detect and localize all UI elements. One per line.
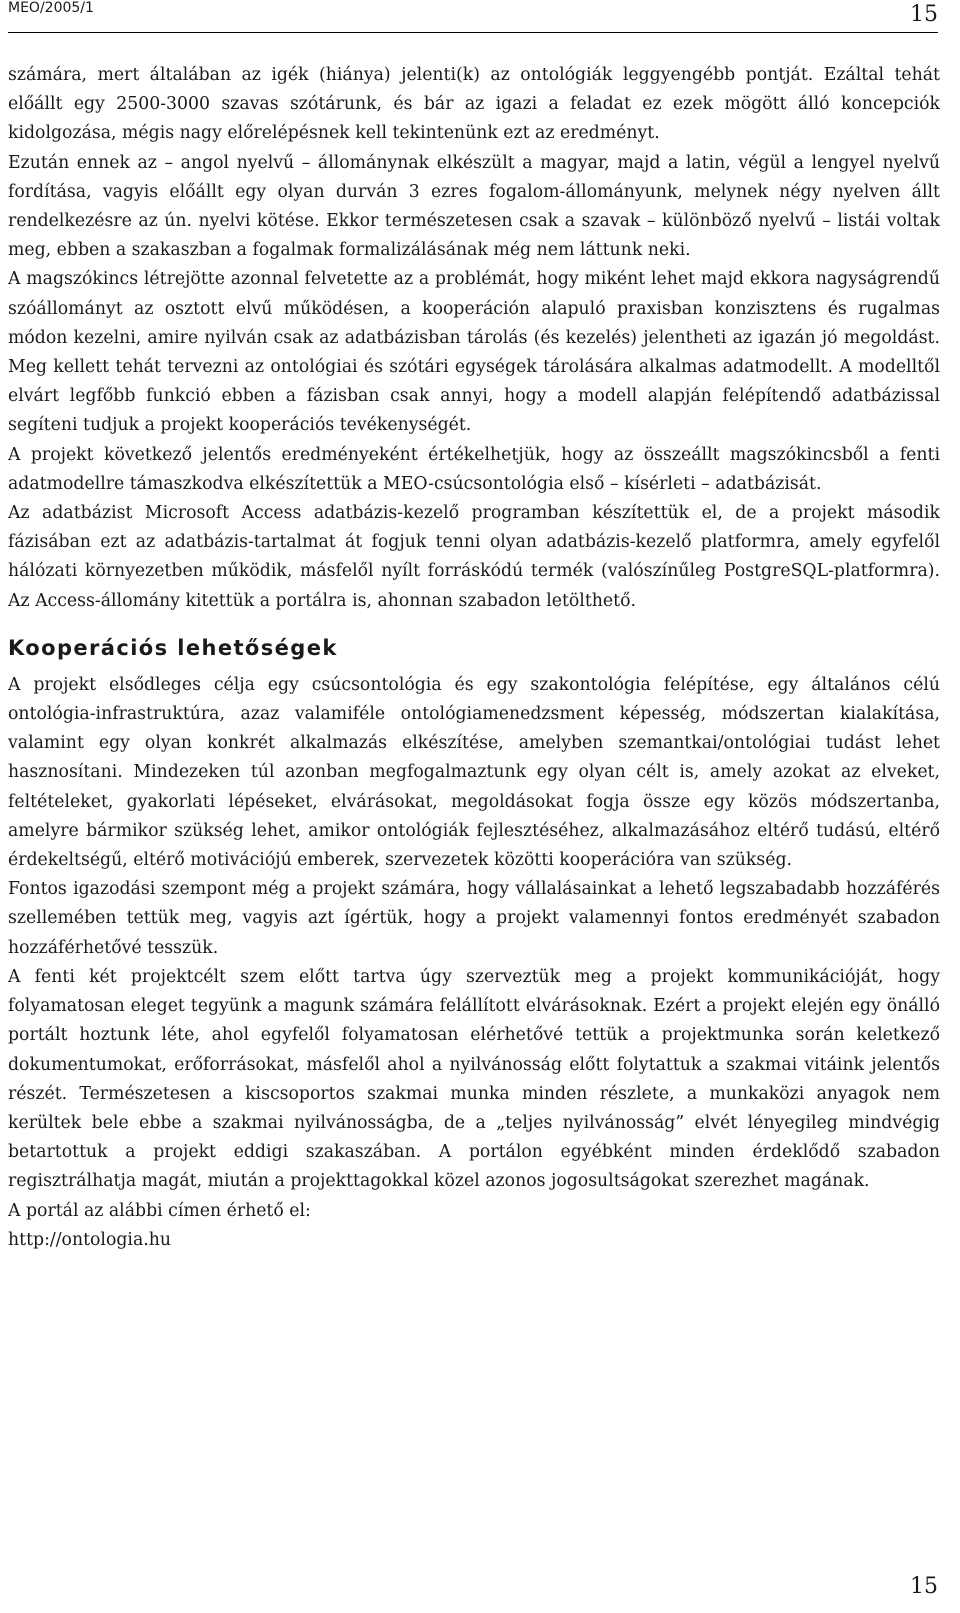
portal-url: http://ontologia.hu bbox=[8, 1229, 172, 1250]
footer-page-number: 15 bbox=[910, 1574, 938, 1599]
paragraph: Az adatbázist Microsoft Access adatbázis-kezelő programban készítettük el, de a projekt második fázisában ezt az adatbázis-tartalmat át fogjuk tenni olyan adatbázis-kezelő platformra, amely egyfelől hálózati környezetben működik, másfelől nyílt forráskódú termék (valószínűleg PostgreSQL-platformra). Az Access-állomány kitettük a portálra is, ahonnan szabadon letölthető. bbox=[8, 503, 940, 611]
paragraph: A fenti két projektcélt szem előtt tartva úgy szerveztük meg a projekt kommunikációját, hogy folyamatosan eleget tegyünk a magunk számára felállított elvárásoknak. Ezért a projekt elején egy önálló portált hoztunk léte, ahol egyfelől folyamatosan elérhetővé tettük a projektmunka során keletkező dokumentumokat, erőforrásokat, másfelől ahol a nyilvánosság előtt folytattuk a szakmai vitáink jelentős részét. Természetesen a kiscsoportos szakmai munka minden részlete, a munkaközi anyagok nem kerültek bele ebbe a szakmai nyilvánosságba, de a „teljes nyilvánosság” elvét lényegileg mindvégig betartottuk a projekt eddigi szakaszában. A portálon egyébként minden érdeklődő szabadon regisztrálhatja magát, miután a projekttagokkal közel azonos jogosultságokat szerezhet magának. bbox=[8, 966, 940, 1192]
article-body bbox=[8, 61, 940, 1255]
paragraph: A portál az alábbi címen érhető el: bbox=[8, 1200, 311, 1221]
journal-issue-label: MEO/2005/1 bbox=[8, 0, 94, 16]
header-page-number: 15 bbox=[910, 2, 938, 27]
paragraph: A magszókincs létrejötte azonnal felvetette az a problémát, hogy miként lehet majd ekkora nagyságrendű szóállományt az osztott elvű működésen, a kooperáción alapuló praxisban konzisztens és rugalmas módon kezelni, amire nyilván csak az adatbázisban tárolás (és kezelés) jelentheti az igazán jó megoldást. Meg kellett tehát tervezni az ontológiai és szótári egységek tárolására alkalmas adatmodellt. A modelltől elvárt legfőbb funkció ebben a fázisban csak annyi, hogy a modell alapján felépítendő adatbázissal segíteni tudjuk a projekt kooperációs tevékenységét. bbox=[8, 269, 940, 436]
paragraph: Fontos igazodási szempont még a projekt számára, hogy vállalásainkat a lehető legszabadabb hozzáférés szellemében tettük meg, vagyis azt ígértük, hogy a projekt valamennyi fontos eredményét szabadon hozzáférhetővé tesszük. bbox=[8, 879, 940, 958]
paragraph: A projekt elsődleges célja egy csúcsontológia és egy szakontológia felépítése, egy általános célú ontológia-infrastruktúra, azaz valamiféle ontológiamenedzsment képesség, módszertan kialakítása, valamint egy olyan konkrét alkalmazás elkészítése, amelyben szemantkai/ontológiai tudást lehet hasznosítani. Mindezeken túl azonban megfogalmaztunk egy olyan célt is, amely azokat az elveket, feltételeket, gyakorlati lépéseket, elvárásokat, megoldásokat fogja össze egy közös módszertanba, amelyre bármikor szükség lehet, amikor ontológiák fejlesztéséhez, alkalmazásához eltérő tudású, eltérő érdekeltségű, eltérő motivációjú emberek, szervezetek közötti kooperációra van szükség. bbox=[8, 674, 940, 871]
paragraph: A projekt következő jelentős eredményeként értékelhetjük, hogy az összeállt magszókincsből a fenti adatmodellre támaszkodva elkészítettük a MEO-csúcsontológia első – kísérleti – adatbázisát. bbox=[8, 444, 940, 494]
running-header bbox=[8, 0, 938, 33]
section-heading: Kooperációs lehetőségek bbox=[8, 635, 338, 660]
paragraph: Ezután ennek az – angol nyelvű – állománynak elkészült a magyar, majd a latin, végül a lengyel nyelvű fordítása, vagyis előállt egy olyan durván 3 ezres fogalom-állományunk, melynek négy nyelven állt rendelkezésre az ún. nyelvi kötése. Ekkor természetesen csak a szavak – különböző nyelvű – listái voltak meg, ebben a szakaszban a fogalmak formalizálásának még nem láttunk neki. bbox=[8, 152, 940, 261]
paragraph: számára, mert általában az igék (hiánya) jelenti(k) az ontológiák leggyengébb pontját. Ezáltal tehát előállt egy 2500-3000 szavas szótárunk, és bár az igazi a feladat ez ezek mögött álló koncepciók kidolgozása, mégis nagy előrelépésnek kell tekintenünk ezt az eredményt. bbox=[8, 65, 940, 144]
